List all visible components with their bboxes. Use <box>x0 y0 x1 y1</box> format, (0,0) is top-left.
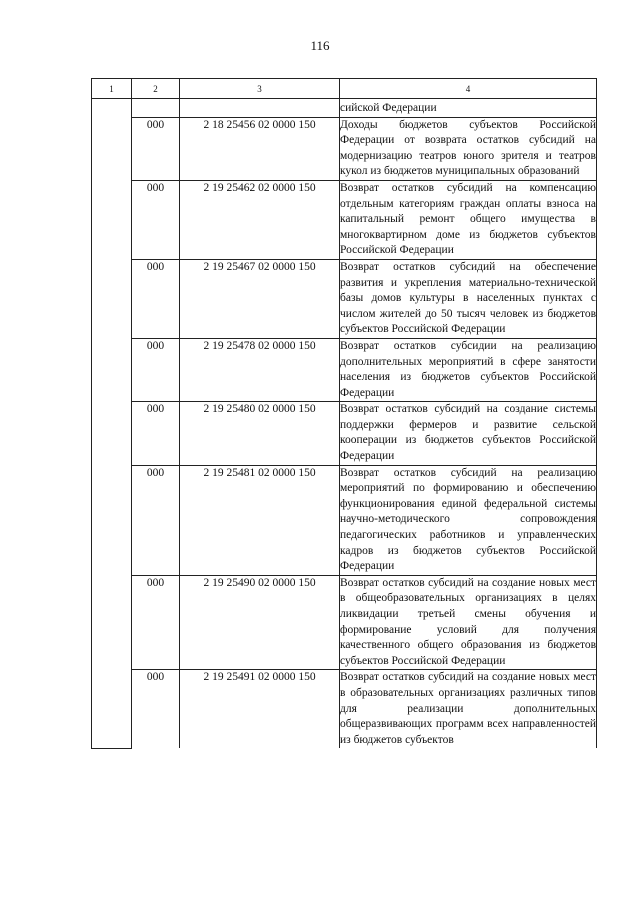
admin-code-cell: 000 <box>132 259 180 338</box>
description-cell: Возврат остатков субсидий на создание новых мест в образовательных организациях различных типов для реализации дополнительных общеразвивающих программ всех направленностей из бюджетов субъектов <box>340 670 597 748</box>
budget-code-cell: 2 19 25480 02 0000 150 <box>180 402 340 465</box>
page-number: 116 <box>310 38 330 53</box>
description-cell: Возврат остатков субсидий на создание системы поддержки фермеров и развитие сельской кооперации из бюджетов субъектов Российской Федерации <box>340 402 597 465</box>
description-cell: Доходы бюджетов субъектов Российской Федерации от возврата остатков субсидий на модернизацию театров юного зрителя и театров кукол из бюджетов муниципальных образований <box>340 117 597 180</box>
admin-code-cell: 000 <box>132 670 180 748</box>
budget-code-cell: 2 19 25462 02 0000 150 <box>180 180 340 259</box>
admin-code-cell: 000 <box>132 180 180 259</box>
table-row <box>92 180 597 259</box>
budget-code-cell: 2 19 25478 02 0000 150 <box>180 338 340 401</box>
description-cell: Возврат остатков субсидий на компенсацию отдельным категориям граждан оплаты взноса на капитальный ремонт общего имущества в многоквартирном доме из бюджетов субъектов Российской Федерации <box>340 180 597 259</box>
column-header-4: 4 <box>340 79 597 99</box>
table-row <box>92 117 597 180</box>
description-cell: сийской Федерации <box>340 99 597 118</box>
admin-code-cell <box>132 99 180 118</box>
budget-code-cell: 2 19 25491 02 0000 150 <box>180 670 340 748</box>
budget-code-cell: 2 19 25467 02 0000 150 <box>180 259 340 338</box>
budget-code-cell: 2 18 25456 02 0000 150 <box>180 117 340 180</box>
description-cell: Возврат остатков субсидий на реализацию мероприятий по формированию и обеспечению функционирования единой федеральной системы научно-методического сопровождения педагогических работников и управленческих кадров из бюджетов субъектов Российской Федерации <box>340 465 597 575</box>
column-header-3: 3 <box>180 79 340 99</box>
table-row <box>92 575 597 670</box>
column-header-2: 2 <box>132 79 180 99</box>
table-row <box>92 259 597 338</box>
table-row <box>92 670 597 748</box>
description-cell: Возврат остатков субсидии на реализацию дополнительных мероприятий в сфере занятости населения из бюджетов субъектов Российской Федерации <box>340 338 597 401</box>
merged-column-1-cell <box>92 99 132 749</box>
column-header-1: 1 <box>92 79 132 99</box>
admin-code-cell: 000 <box>132 338 180 401</box>
budget-code-cell: 2 19 25490 02 0000 150 <box>180 575 340 670</box>
description-cell: Возврат остатков субсидий на обеспечение развития и укрепления материально-технической базы домов культуры в населенных пунктах с числом жителей до 50 тысяч человек из бюджетов субъектов Российской Федерации <box>340 259 597 338</box>
description-cell: Возврат остатков субсидий на создание новых мест в общеобразовательных организациях в целях ликвидации третьей смены обучения и формирование условий для получения качественного общего образования из бюджетов субъектов Российской Федерации <box>340 575 597 670</box>
admin-code-cell: 000 <box>132 465 180 575</box>
budget-code-cell: 2 19 25481 02 0000 150 <box>180 465 340 575</box>
budget-code-cell <box>180 99 340 118</box>
table-row <box>92 402 597 465</box>
budget-classification-table <box>91 78 597 749</box>
admin-code-cell: 000 <box>132 117 180 180</box>
admin-code-cell: 000 <box>132 575 180 670</box>
table-row <box>92 338 597 401</box>
continuation-row <box>92 99 597 118</box>
admin-code-cell: 000 <box>132 402 180 465</box>
table-header-row <box>92 79 597 99</box>
table-row <box>92 465 597 575</box>
